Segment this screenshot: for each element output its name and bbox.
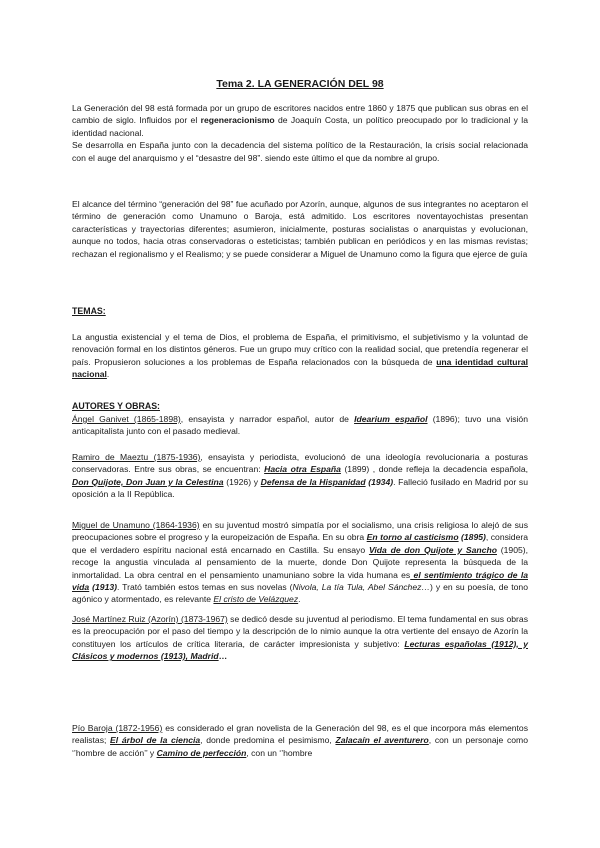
unamuno-paragraph: [72, 519, 528, 606]
work-title: En torno al casticismo: [366, 532, 459, 543]
work-year: (1913): [89, 582, 117, 593]
author-text: , con un ‘’hombre: [246, 747, 313, 758]
author-text: , donde predomina el pesimismo,: [200, 735, 336, 746]
identidad-cultural-term: una identidad cultural nacional: [72, 356, 528, 380]
work-title: Don Quijote, Don Juan y la Celestina: [72, 476, 224, 487]
work-title: el sentimiento trágico de la vida: [72, 569, 528, 593]
author-text: , con un personaje como ‘’hombre de acción’’ y: [72, 735, 528, 758]
work-title: Defensa de la Hispanidad: [260, 476, 366, 487]
author-text: se dedicó desde su juventud al periodismo. El tema fundamental en sus obras es la preocupación por el paso del tiempo y la descripción de lo nimio aunque la otra vertiente del ensayo de Azorín la constituyen los artículos de crítica literaria, de carácter impresionista y subjetivo:: [72, 614, 528, 649]
author-text: en su juventud mostró simpatía por el socialismo, una crisis religiosa lo alejó de sus preocupaciones sobre el progreso y la europeización de España. En su obra: [72, 520, 528, 543]
work-title: El árbol de la ciencia: [110, 735, 201, 746]
author-text: . Falleció fusilado en Madrid por su oposición a la II República.: [72, 476, 528, 500]
alcance-paragraph: El alcance del término “generación del 98” fue acuñado por Azorín, aunque, algunos de sus integrantes no aceptaron el término de generación como Unamuno o Baroja, está admitido. Los escritores noventayochistas presentan características y trayectorias diferentes; asumieron, inicialmente, posturas socialistas o anarquistas y evolucionan, aunque no todos, hacia otras conservadoras o esteticistas; también publican en periódicos y en las mismas revistas; rechazan el regionalismo y el Realismo; y se puede considerar a Miguel de Unamuno como la figura que ejerce de guía: [72, 199, 528, 259]
temas-heading: TEMAS:: [72, 306, 106, 316]
temas-text-end: .: [106, 369, 110, 380]
intro-text-3: Se desarrolla en España junto con la decadencia del sistema político de la Restauración, la crisis social relacionada con el auge del anarquismo y el “desastre del 98”. siendo este último el que da nombre al grupo.: [72, 140, 528, 163]
azorin-paragraph: [72, 613, 528, 663]
temas-paragraph: [72, 331, 528, 381]
temas-text: La angustia existencial y el tema de Dios, el problema de España, el primitivismo, el subjetivismo y la voluntad de renovación formal en los distintos géneros. Fue un grupo muy crítico con la realidad social, que pretendía regenerar el país. Propusieron soluciones a los problemas de España relacionados con la búsqueda de: [72, 332, 528, 367]
work-title: Lecturas españolas (1912), y Clásicos y modernos (1913), Madrid: [72, 638, 529, 662]
author-text: .: [298, 594, 301, 605]
work-title: Idearium español: [354, 414, 428, 424]
work-title: Zalacaín el aventurero: [335, 735, 429, 746]
intro-text-2: de Joaquín Costa, un político preocupado por lo tradicional y la identidad nacional.: [72, 115, 528, 138]
author-text: …: [218, 651, 228, 662]
author-text: (1896); tuvo una visión anticapitalista junto con el pasado medieval.: [72, 414, 528, 437]
author-text: (1905), recoge la angustia vinculada al pensamiento de la muerte, donde Don Quijote representa la búsqueda de la inmortalidad. La obra central en el pensamiento unamuniano sobre la vida humana es: [72, 544, 528, 580]
author-name: José Martínez Ruiz (Azorín) (1873-1967): [72, 614, 228, 624]
author-text: es considerado el gran novelista de la Generación del 98, es el que incorpora más elementos realistas;: [72, 723, 529, 746]
intro-paragraph: [72, 102, 528, 164]
work-year: (1934): [368, 476, 394, 487]
intro-text: La Generación del 98 está formada por un grupo de escritores nacidos entre 1860 y 1875 que publican sus obras en el cambio de siglo. Influidos por el: [72, 103, 528, 126]
baroja-paragraph: [72, 722, 528, 759]
regeneracionismo-term: regeneracionismo: [200, 115, 275, 126]
work-title: Vida de don Quijote y Sancho: [368, 544, 497, 555]
work-title: Hacia otra España: [264, 464, 341, 475]
author-text: (1926) y: [223, 476, 261, 487]
author-text: . Trató también estos temas en sus novelas (: [117, 582, 293, 593]
work-title: El cristo de Velázquez: [213, 594, 299, 605]
author-name: Ángel Ganivet (1865-1898): [72, 414, 181, 424]
maeztu-paragraph: [72, 451, 528, 501]
work-year: (1895): [458, 532, 486, 543]
author-name: Pío Baroja (1872-1956): [72, 723, 163, 733]
ganivet-paragraph: [72, 413, 528, 438]
author-name: Miguel de Unamuno (1864-1936): [72, 520, 200, 530]
novel-titles: Nivola, La tía Tula, Abel Sánchez…: [292, 582, 431, 593]
autores-heading: AUTORES Y OBRAS:: [72, 401, 160, 411]
document-title: Tema 2. LA GENERACIÓN DEL 98: [216, 78, 384, 90]
author-text: ) y en su poesía, de tono agónico y atormentado, es relevante: [72, 582, 528, 605]
work-title: Camino de perfección: [156, 747, 247, 758]
author-text: , ensayista y narrador español, autor de: [180, 414, 355, 424]
author-name: Ramiro de Maeztu (1875-1936): [72, 452, 201, 462]
author-text: (1899) , donde refleja la decadencia española,: [340, 464, 528, 475]
author-text: , considera que el verdadero espíritu nacional está encarnado en Castilla. Su ensayo: [72, 532, 528, 555]
author-text: , ensayista y periodista, evolucionó de una ideología revolucionaria a posturas conservadoras. Entre sus obras, se encuentran:: [72, 452, 528, 475]
